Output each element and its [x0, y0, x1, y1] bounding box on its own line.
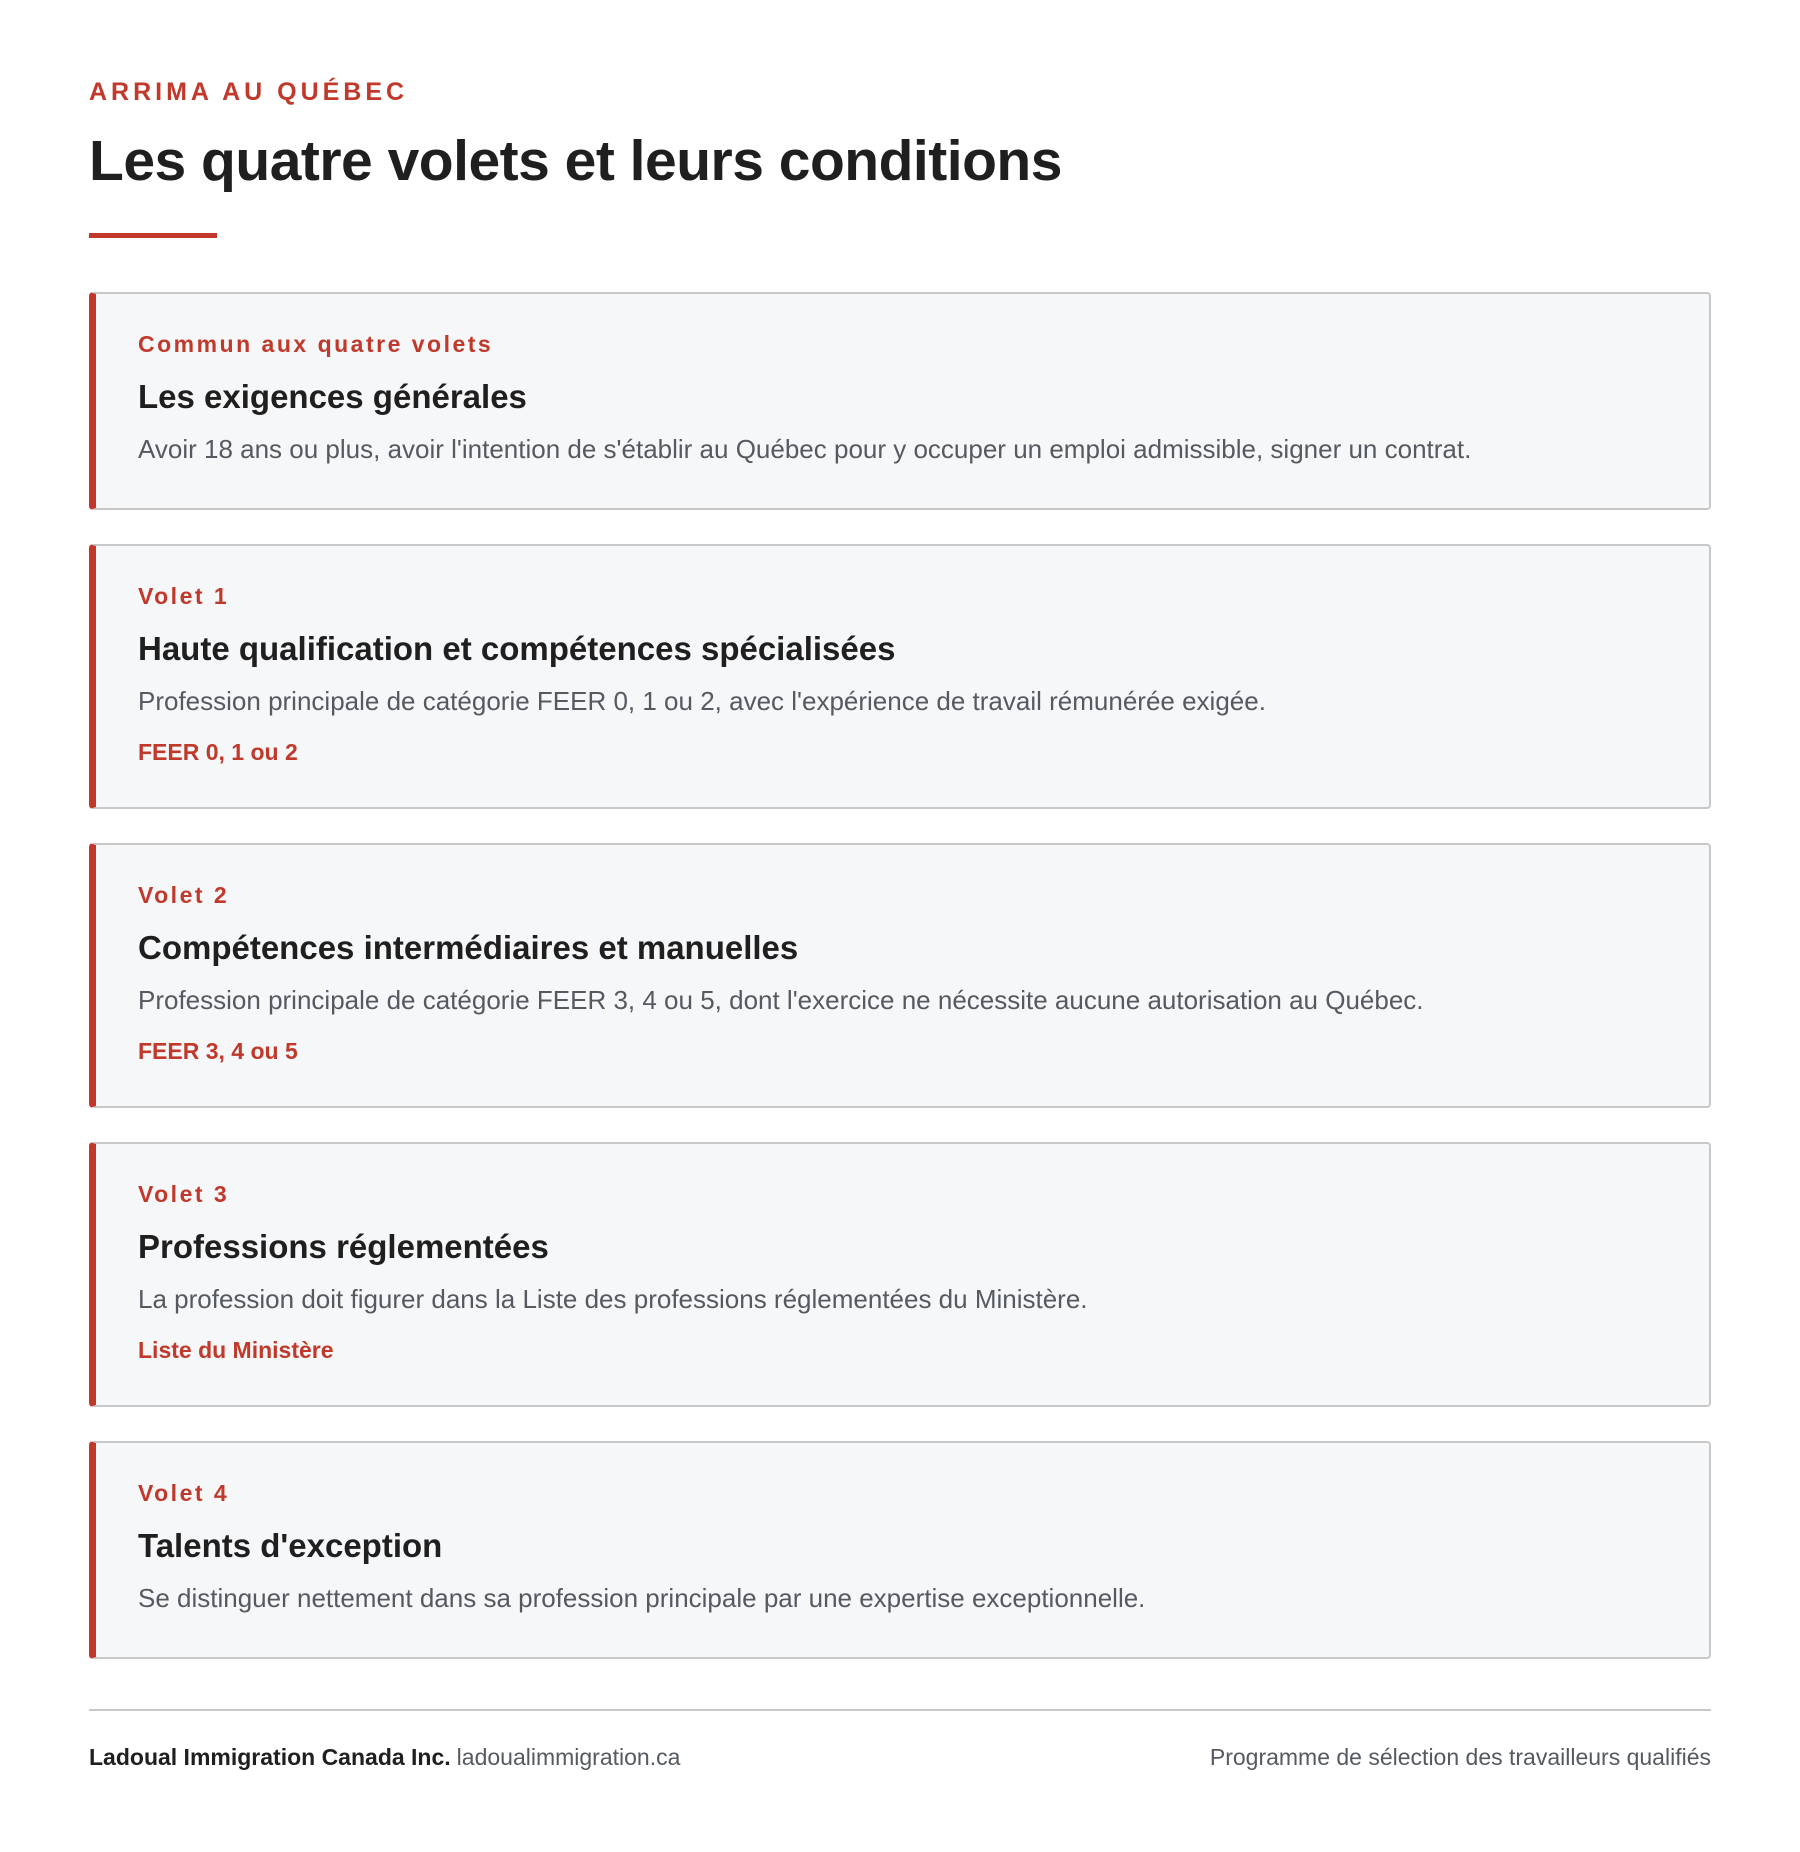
- card-description: Avoir 18 ans ou plus, avoir l'intention de s'établir au Québec pour y occuper un emploi admissible, signer un contrat.: [138, 434, 1472, 464]
- card-title: Professions réglementées: [138, 1228, 549, 1265]
- eyebrow: ARRIMA AU QUÉBEC: [89, 78, 409, 106]
- card-title: Talents d'exception: [138, 1527, 443, 1564]
- page-title: Les quatre volets et leurs conditions: [89, 129, 1062, 193]
- card-description: Profession principale de catégorie FEER 3, 4 ou 5, dont l'exercice ne nécessite aucune autorisation au Québec.: [138, 985, 1424, 1015]
- footer-divider: [89, 1709, 1711, 1711]
- card-tag: Liste du Ministère: [138, 1337, 334, 1363]
- card-volet-1: [89, 544, 1711, 809]
- card-title: Les exigences générales: [138, 378, 527, 415]
- footer-site-link[interactable]: ladoualimmigration.ca: [456, 1744, 681, 1770]
- card-title: Haute qualification et compétences spécialisées: [138, 630, 896, 667]
- card-kicker: Volet 3: [138, 1181, 230, 1207]
- cards-list: [89, 292, 1711, 1693]
- card-description: Profession principale de catégorie FEER 0, 1 ou 2, avec l'expérience de travail rémunérée exigée.: [138, 686, 1266, 716]
- card-description: La profession doit figurer dans la Liste des professions réglementées du Ministère.: [138, 1284, 1088, 1314]
- card-tag: FEER 0, 1 ou 2: [138, 739, 298, 765]
- card-kicker: Commun aux quatre volets: [138, 331, 494, 357]
- footer-program: Programme de sélection des travailleurs qualifiés: [1209, 1744, 1711, 1770]
- card-kicker: Volet 2: [138, 882, 230, 908]
- card-tag: FEER 3, 4 ou 5: [138, 1038, 298, 1064]
- card-kicker: Volet 1: [138, 583, 230, 609]
- card-general-requirements: [89, 292, 1711, 510]
- card-volet-3: [89, 1142, 1711, 1407]
- card-kicker: Volet 4: [138, 1480, 230, 1506]
- footer-brand: Ladoual Immigration Canada Inc.: [89, 1744, 451, 1770]
- card-volet-2: [89, 843, 1711, 1108]
- card-description: Se distinguer nettement dans sa profession principale par une expertise exceptionnelle.: [138, 1583, 1146, 1613]
- footer-brand-block: [89, 1742, 680, 1772]
- card-title: Compétences intermédiaires et manuelles: [138, 929, 799, 966]
- title-underline: [89, 233, 217, 238]
- card-volet-4: [89, 1441, 1711, 1659]
